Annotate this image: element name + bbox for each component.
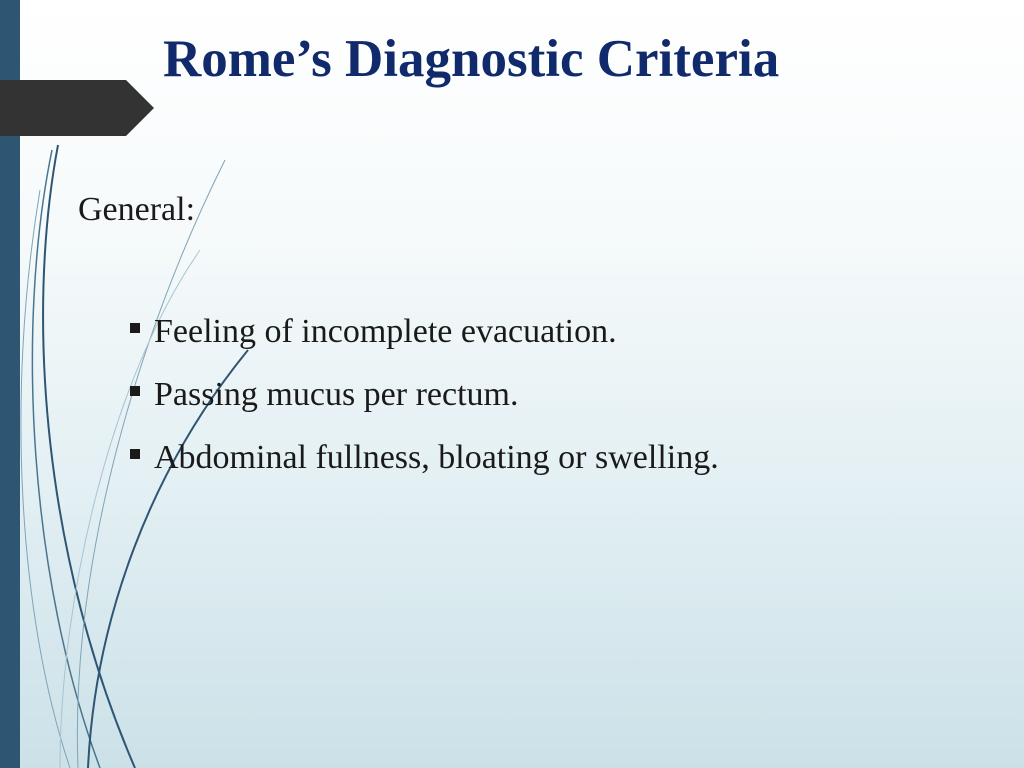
bullet-text: Feeling of incomplete evacuation. (154, 313, 617, 350)
square-bullet-icon (130, 323, 140, 333)
bullet-list (130, 312, 719, 501)
list-item (130, 312, 719, 375)
square-bullet-icon (130, 386, 140, 396)
list-item (130, 438, 719, 501)
title-tab-shape (0, 80, 154, 136)
list-item (130, 375, 719, 438)
slide-title: Rome’s Diagnostic Criteria (163, 30, 780, 88)
bullet-text: Abdominal fullness, bloating or swelling. (154, 439, 719, 476)
bullet-text: Passing mucus per rectum. (154, 376, 519, 413)
section-label: General: (78, 191, 196, 228)
square-bullet-icon (130, 449, 140, 459)
